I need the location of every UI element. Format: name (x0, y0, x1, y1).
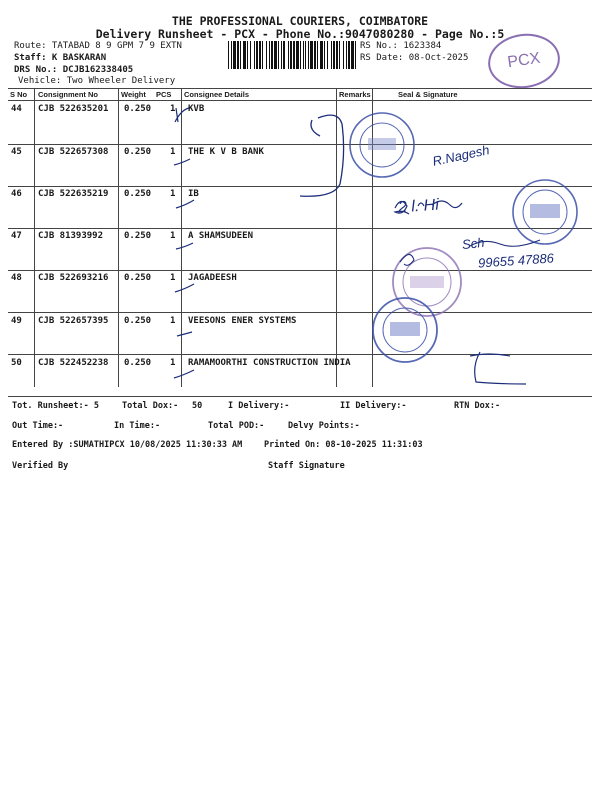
row-consignee: THE K V B BANK (188, 147, 264, 157)
route-label: Route: TATABAD 8 9 GPM 7 9 EXTN (14, 41, 182, 51)
row-weight: 0.250 (124, 316, 152, 326)
row-weight: 0.250 (124, 273, 152, 283)
round-stamp (513, 180, 577, 244)
tick-mark (177, 332, 192, 336)
staff-label: Staff: K BASKARAN (14, 53, 107, 63)
row-consignment: CJB 522635201 (38, 104, 109, 114)
rs-date: RS Date: 08-Oct-2025 (360, 53, 469, 63)
total-dox-label: Total Dox:- (122, 401, 179, 411)
row-pcs: 1 (170, 104, 176, 114)
row-pcs: 1 (170, 147, 176, 157)
tick-mark (174, 370, 194, 378)
vehicle-label: Vehicle: Two Wheeler Delivery (18, 76, 176, 86)
row-weight: 0.250 (124, 358, 152, 368)
row-consignee: KVB (188, 104, 205, 114)
in-time-label: In Time:- (114, 421, 161, 431)
tot-runsheet: Tot. Runsheet:- 5 (12, 401, 99, 411)
row-consignment: CJB 522657395 (38, 316, 109, 326)
col-header-weight: Weight (121, 90, 146, 99)
signature-text: 2 l. Hi (397, 196, 440, 217)
row-sno: 45 (11, 147, 22, 157)
row-consignment: CJB 522635219 (38, 189, 109, 199)
out-time-label: Out Time:- (12, 421, 64, 431)
tick-mark (175, 284, 194, 292)
staff-signature-label: Staff Signature (268, 461, 345, 471)
row-consignee: IB (188, 189, 199, 199)
row-weight: 0.250 (124, 189, 152, 199)
signature-scribble (470, 352, 526, 384)
signature-text: R.Nagesh (431, 142, 491, 169)
row-sno: 49 (11, 316, 22, 326)
row-pcs: 1 (170, 231, 176, 241)
delvy-points-label: Delvy Points:- (288, 421, 360, 431)
row-consignment: CJB 81393992 (38, 231, 104, 241)
row-consignee: A SHAMSUDEEN (188, 231, 254, 241)
round-stamp (350, 113, 414, 177)
col-header-pcs: PCS (156, 90, 172, 99)
signature-text: Sch (461, 234, 486, 253)
row-consignee: VEESONS ENER SYSTEMS (188, 316, 297, 326)
signature-bracket (300, 115, 344, 196)
tick-mark (175, 108, 189, 122)
printed-on: Printed On: 08-10-2025 11:31:03 (264, 440, 423, 450)
round-stamp (373, 298, 437, 362)
entered-by: Entered By :SUMATHIPCX 10/08/2025 11:30:33 AM (12, 440, 243, 450)
verified-by-label: Verified By (12, 461, 69, 471)
row-consignment: CJB 522657308 (38, 147, 109, 157)
tick-mark (174, 159, 190, 165)
rs-number: RS No.: 1623384 (360, 41, 442, 51)
drs-number: DRS No.: DCJB162338405 (14, 65, 134, 75)
rtn-dox-label: RTN Dox:- (454, 401, 501, 411)
total-dox-value: 50 (192, 401, 203, 411)
i-delivery-label: I Delivery:- (228, 401, 290, 411)
col-header-remarks: Remarks (339, 90, 371, 99)
row-weight: 0.250 (124, 104, 152, 114)
row-consignment: CJB 522452238 (38, 358, 109, 368)
runsheet-subtitle: Delivery Runsheet - PCX - Phone No.:9047080280 - Page No.:5 (95, 27, 505, 41)
col-header-seal: Seal & Signature (398, 90, 458, 99)
col-header-consignment: Consignment No (38, 90, 98, 99)
row-sno: 44 (11, 104, 22, 114)
ii-delivery-label: II Delivery:- (340, 401, 407, 411)
company-title: THE PROFESSIONAL COURIERS, COIMBATORE (171, 14, 429, 28)
row-weight: 0.250 (124, 147, 152, 157)
tick-mark (176, 200, 194, 208)
row-pcs: 1 (170, 358, 176, 368)
pcx-stamp: PCX (485, 29, 564, 92)
row-pcs: 1 (170, 273, 176, 283)
row-sno: 47 (11, 231, 22, 241)
handwritten-phone: 99655 47886 (477, 250, 555, 271)
row-sno: 46 (11, 189, 22, 199)
tick-mark (176, 243, 193, 249)
row-pcs: 1 (170, 189, 176, 199)
total-pod-label: Total POD:- (208, 421, 265, 431)
row-pcs: 1 (170, 316, 176, 326)
row-consignment: CJB 522693216 (38, 273, 109, 283)
col-header-consignee: Consignee Details (184, 90, 250, 99)
row-weight: 0.250 (124, 231, 152, 241)
row-consignee: JAGADEESH (188, 273, 237, 283)
col-header-sno: S No (10, 90, 28, 99)
row-sno: 48 (11, 273, 22, 283)
row-consignee: RAMAMOORTHI CONSTRUCTION INDIA (188, 358, 351, 368)
row-sno: 50 (11, 358, 22, 368)
